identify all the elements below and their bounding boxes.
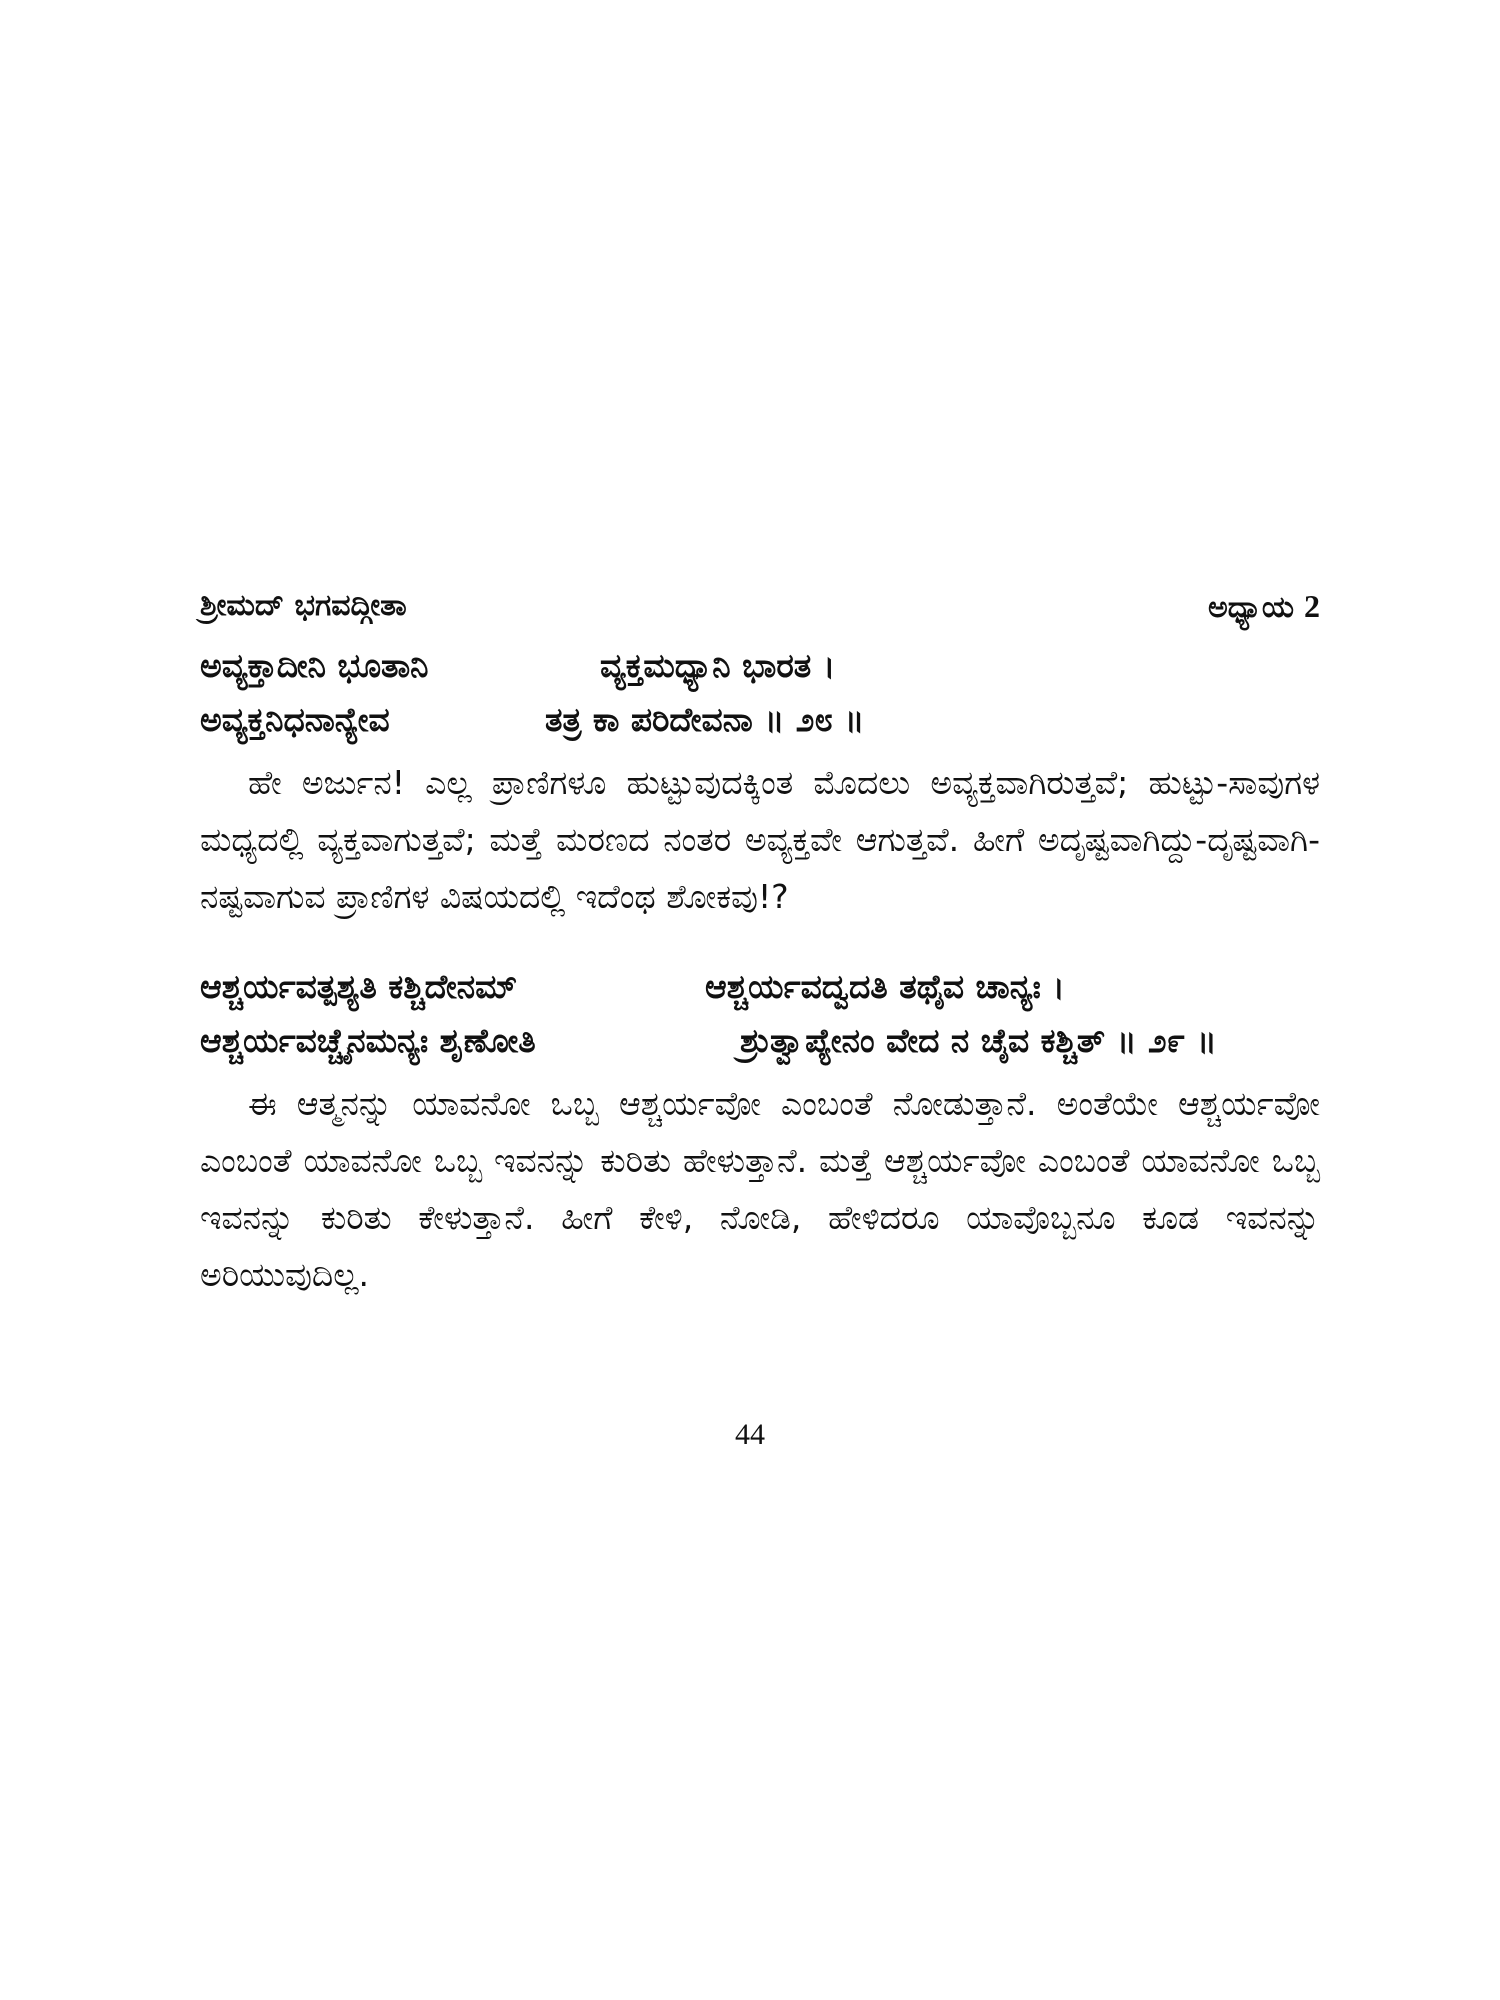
- section-gap: [200, 925, 1320, 959]
- verse-half-first: ಆಶ್ಚರ್ಯವತ್ಪಶ್ಯತಿ ಕಶ್ಚಿದೇನಮ್: [200, 967, 518, 1006]
- verse-half-second: ತತ್ರ ಕಾ ಪರಿದೇವನಾ ॥ ೨೮ ॥: [545, 700, 865, 739]
- verse-line: [200, 967, 1320, 1021]
- page-number: 44: [735, 1418, 765, 1451]
- verse-28: [200, 646, 1320, 754]
- verse-half-first: ಅವ್ಯಕ್ತನಿಧನಾನ್ಯೇವ: [200, 700, 390, 739]
- verse-half-second: ಶ್ರುತ್ವಾಪ್ಯೇನಂ ವೇದ ನ ಚೈವ ಕಶ್ಚಿತ್ ॥ ೨೯ ॥: [740, 1021, 1217, 1060]
- verse-line: [200, 646, 1320, 700]
- verse-line: [200, 700, 1320, 754]
- chapter-number: 2: [1304, 588, 1320, 624]
- verse-commentary: ಹೇ ಅರ್ಜುನ! ಎಲ್ಲ ಪ್ರಾಣಿಗಳೂ ಹುಟ್ಟುವುದಕ್ಕಿಂತ ಮೊದಲು ಅವ್ಯಕ್ತವಾಗಿರುತ್ತವೆ; ಹುಟ್ಟು-ಸಾವುಗಳ ಮಧ್ಯದಲ್ಲಿ ವ್ಯಕ್ತವಾಗುತ್ತವೆ; ಮತ್ತೆ ಮರಣದ ನಂತರ ಅವ್ಯಕ್ತವೇ ಆಗುತ್ತವೆ. ಹೀಗೆ ಅದೃಷ್ಟವಾಗಿದ್ದು-ದೃಷ್ಟವಾಗಿ-ನಷ್ಟವಾಗುವ ಪ್ರಾಣಿಗಳ ವಿಷಯದಲ್ಲಿ ಇದೆಂಥ ಶೋಕವು!?: [200, 763, 1320, 916]
- verse-half-first: ಅವ್ಯಕ್ತಾದೀನಿ ಭೂತಾನಿ: [200, 646, 429, 685]
- verse-half-second: ಆಶ್ಚರ್ಯವದ್ವದತಿ ತಥೈವ ಚಾನ್ಯಃ ।: [705, 967, 1065, 1006]
- verse-29: [200, 967, 1320, 1075]
- running-header: [200, 588, 1320, 638]
- verse-line: [200, 1021, 1320, 1075]
- verse-commentary: ಈ ಆತ್ಮನನ್ನು ಯಾವನೋ ಒಬ್ಬ ಆಶ್ಚರ್ಯವೋ ಎಂಬಂತೆ ನೋಡುತ್ತಾನೆ. ಅಂತೆಯೇ ಆಶ್ಚರ್ಯವೋ ಎಂಬಂತೆ ಯಾವನೋ ಒಬ್ಬ ಇವನನ್ನು ಕುರಿತು ಹೇಳುತ್ತಾನೆ. ಮತ್ತೆ ಆಶ್ಚರ್ಯವೋ ಎಂಬಂತೆ ಯಾವನೋ ಒಬ್ಬ ಇವನನ್ನು ಕುರಿತು ಕೇಳುತ್ತಾನೆ. ಹೀಗೆ ಕೇಳಿ, ನೋಡಿ, ಹೇಳಿದರೂ ಯಾವೊಬ್ಬನೂ ಕೂಡ ಇವನನ್ನು ಅರಿಯುವುದಿಲ್ಲ.: [200, 1084, 1320, 1294]
- verse-half-first: ಆಶ್ಚರ್ಯವಚ್ಚೈನಮನ್ಯಃ ಶೃಣೋತಿ: [200, 1021, 536, 1060]
- book-title: ಶ್ರೀಮದ್ ಭಗವದ್ಗೀತಾ: [200, 588, 407, 623]
- chapter-heading: [1208, 588, 1320, 625]
- verse-half-second: ವ್ಯಕ್ತಮಧ್ಯಾನಿ ಭಾರತ ।: [600, 646, 836, 685]
- book-page: [200, 588, 1320, 1303]
- chapter-label: ಅಧ್ಯಾಯ: [1207, 590, 1294, 625]
